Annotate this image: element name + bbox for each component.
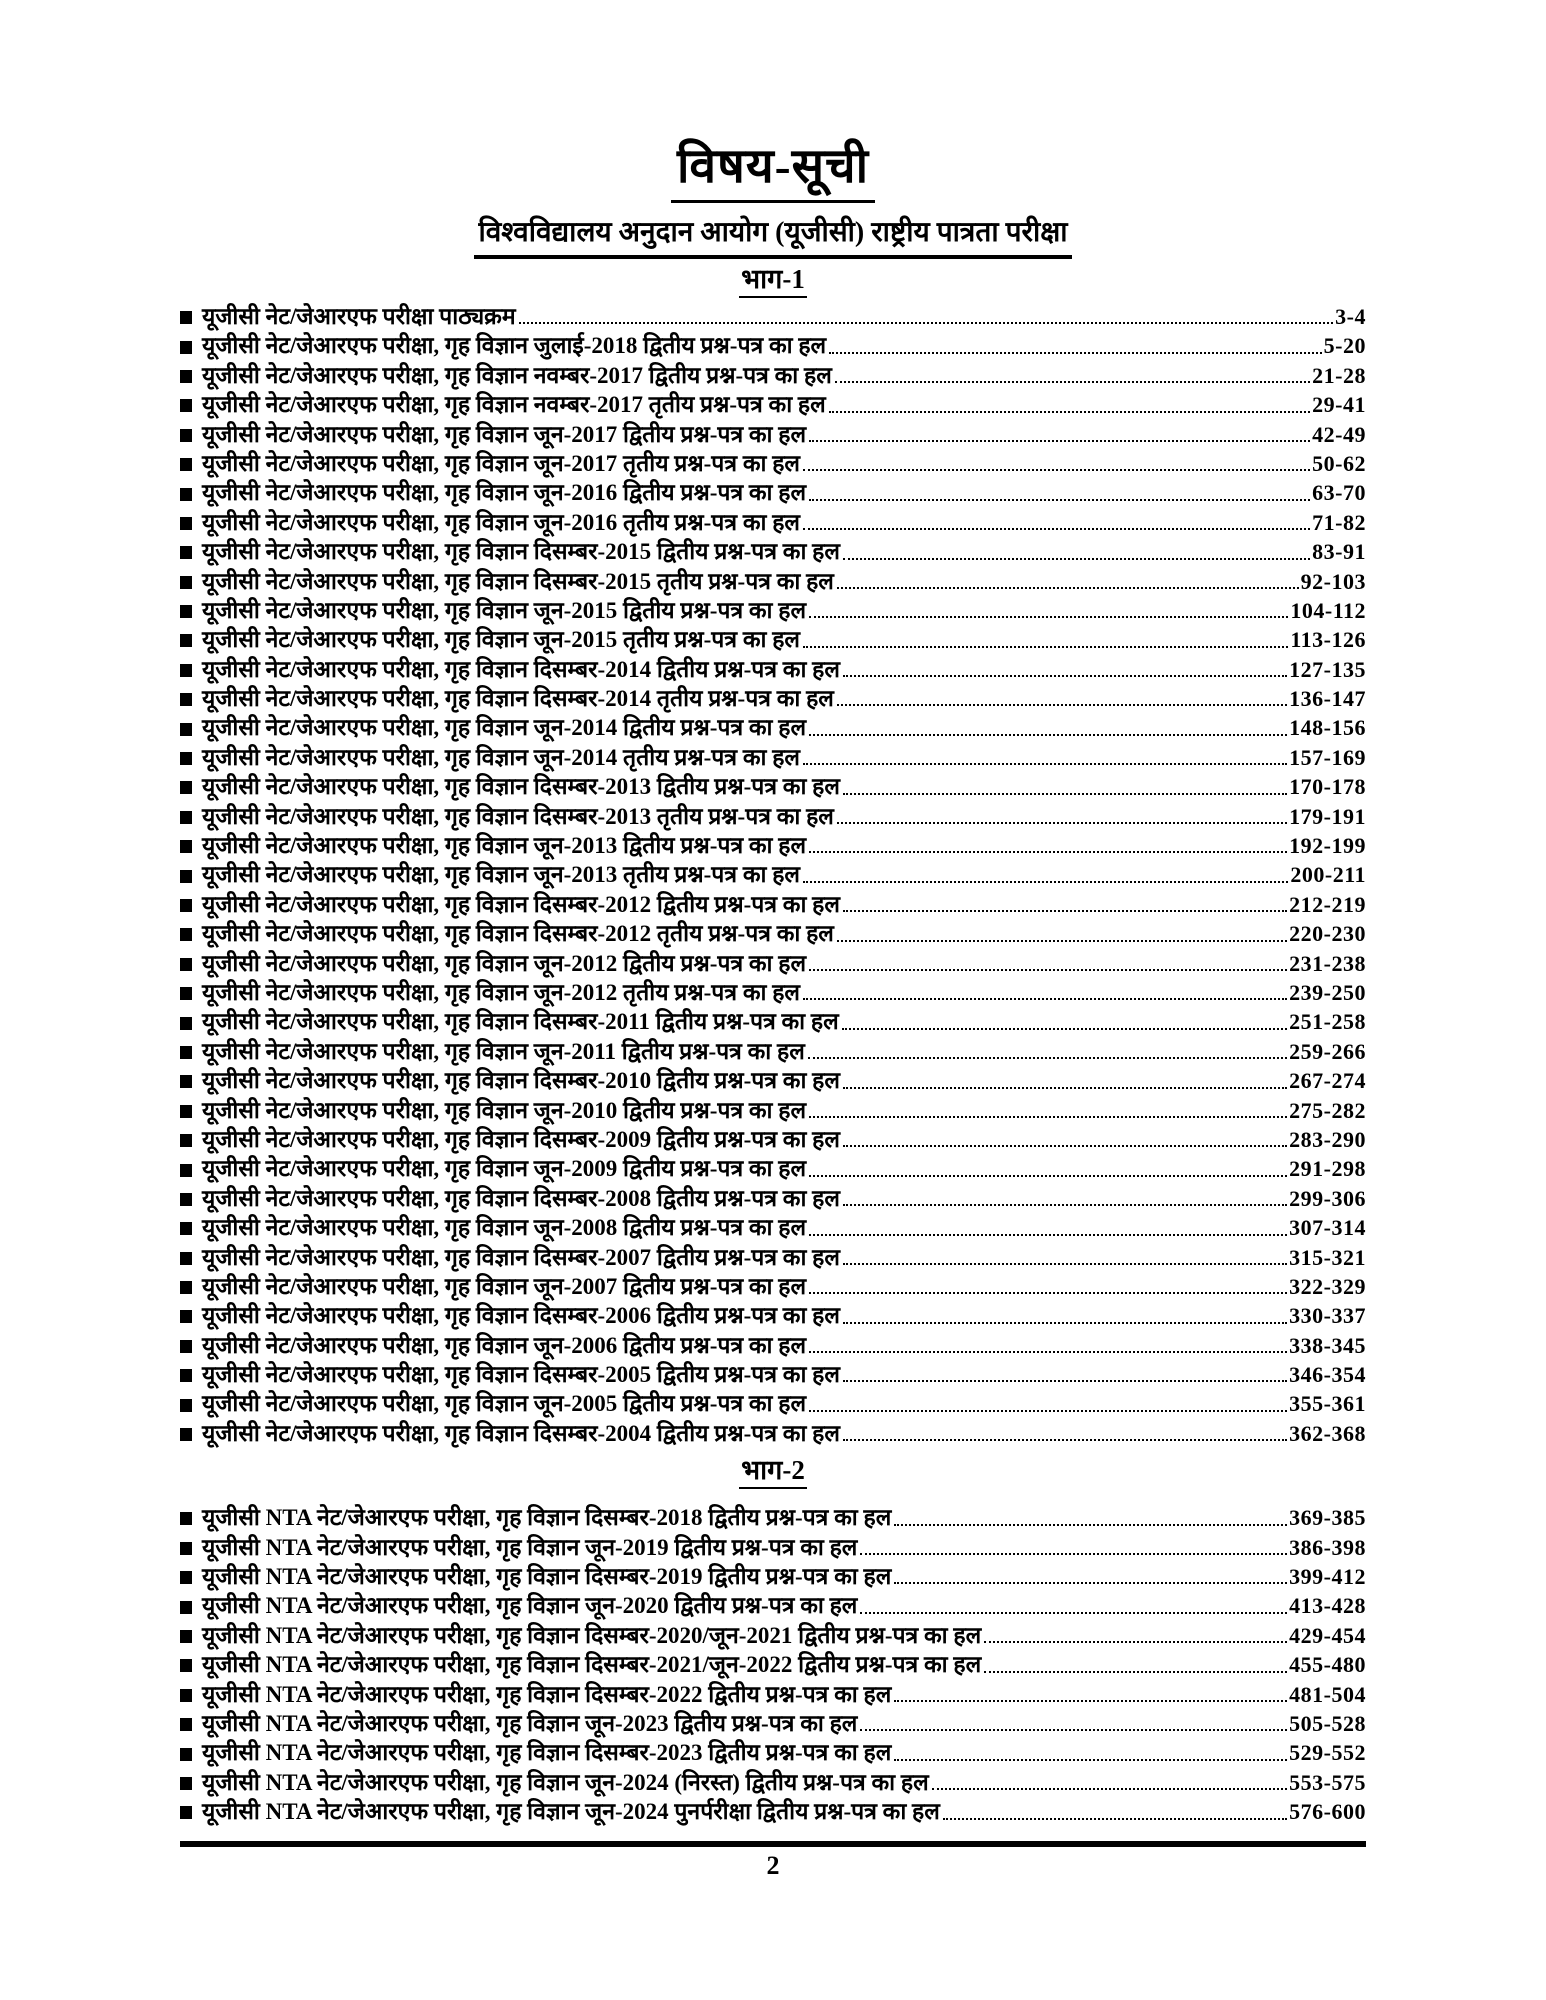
dot-leader [894,1582,1287,1584]
square-bullet-icon [180,488,192,501]
dot-leader [860,1729,1287,1731]
toc-entry-title: यूजीसी नेट/जेआरएफ परीक्षा, गृह विज्ञान दिसम्बर-2015 तृतीय प्रश्न-पत्र का हल [202,568,834,594]
dot-leader [860,1612,1287,1614]
square-bullet-icon [180,723,192,736]
toc-entry [180,772,1366,801]
toc-entry-pages: 3-4 [1335,304,1366,329]
square-bullet-icon [180,1252,192,1265]
toc-entry-title: यूजीसी नेट/जेआरएफ परीक्षा, गृह विज्ञान जून-2017 द्वितीय प्रश्न-पत्र का हल [202,421,807,447]
dot-leader [860,1553,1287,1555]
toc-entry [180,1562,1366,1591]
square-bullet-icon [180,870,192,883]
dot-leader [843,1263,1287,1265]
toc-entry-title: यूजीसी नेट/जेआरएफ परीक्षा, गृह विज्ञान दिसम्बर-2008 द्वितीय प्रश्न-पत्र का हल [202,1185,840,1211]
toc-entry-pages: 291-298 [1289,1156,1366,1182]
square-bullet-icon [180,605,192,618]
dot-leader [843,675,1287,677]
dot-leader [803,646,1288,648]
toc-entry-pages: 179-191 [1289,803,1366,829]
toc-entry-pages: 239-250 [1289,979,1366,1005]
toc-entry-title: यूजीसी नेट/जेआरएफ परीक्षा, गृह विज्ञान दिसम्बर-2014 द्वितीय प्रश्न-पत्र का हल [202,656,840,682]
square-bullet-icon [180,1512,192,1525]
toc-entry-title: यूजीसी NTA नेट/जेआरएफ परीक्षा, गृह विज्ञान जून-2019 द्वितीय प्रश्न-पत्र का हल [202,1534,858,1560]
dot-leader [943,1818,1287,1820]
dot-leader [843,558,1310,560]
toc-entry-title: यूजीसी नेट/जेआरएफ परीक्षा, गृह विज्ञान जून-2006 द्वितीय प्रश्न-पत्र का हल [202,1332,807,1358]
toc-entry-title: यूजीसी नेट/जेआरएफ परीक्षा, गृह विज्ञान दिसम्बर-2007 द्वितीय प्रश्न-पत्र का हल [202,1244,840,1270]
toc-entry-title: यूजीसी NTA नेट/जेआरएफ परीक्षा, गृह विज्ञान जून-2024 पुनर्परीक्षा द्वितीय प्रश्न-पत्र का हल [202,1799,940,1825]
section-heading: भाग-1 [739,265,807,298]
toc-entry-title: यूजीसी नेट/जेआरएफ परीक्षा, गृह विज्ञान दिसम्बर-2005 द्वितीय प्रश्न-पत्र का हल [202,1362,840,1388]
toc-entry-title: यूजीसी नेट/जेआरएफ परीक्षा, गृह विज्ञान जून-2011 द्वितीय प्रश्न-पत्र का हल [202,1038,805,1064]
toc-entry-pages: 5-20 [1323,333,1366,359]
toc-entry-pages: 275-282 [1289,1097,1366,1123]
dot-leader [984,1671,1287,1673]
toc-entry-pages: 355-361 [1289,1391,1366,1417]
square-bullet-icon [180,928,192,941]
square-bullet-icon [180,1164,192,1177]
square-bullet-icon [180,341,192,354]
square-bullet-icon [180,1369,192,1382]
dot-leader [843,1145,1287,1147]
toc-content [180,0,1366,1827]
toc-section [180,265,1366,1448]
square-bullet-icon [180,1105,192,1118]
toc-entry [180,537,1366,566]
toc-entry [180,1533,1366,1562]
toc-entry-title: यूजीसी NTA नेट/जेआरएफ परीक्षा, गृह विज्ञान दिसम्बर-2023 द्वितीय प्रश्न-पत्र का हल [202,1740,892,1766]
square-bullet-icon [180,429,192,442]
toc-entry-title: यूजीसी नेट/जेआरएफ परीक्षा, गृह विज्ञान नवम्बर-2017 तृतीय प्रश्न-पत्र का हल [202,392,826,418]
dot-leader [809,734,1287,736]
toc-entry [180,1621,1366,1650]
toc-entry [180,1213,1366,1242]
square-bullet-icon [180,1281,192,1294]
toc-entry [180,1096,1366,1125]
toc-entry-title: यूजीसी नेट/जेआरएफ परीक्षा, गृह विज्ञान जून-2016 तृतीय प्रश्न-पत्र का हल [202,509,800,535]
square-bullet-icon [180,1075,192,1088]
toc-entry-title: यूजीसी नेट/जेआरएफ परीक्षा पाठ्यक्रम [202,304,516,329]
dot-leader [843,793,1287,795]
toc-list [180,1503,1366,1826]
square-bullet-icon [180,1601,192,1614]
toc-entry-title: यूजीसी नेट/जेआरएफ परीक्षा, गृह विज्ञान दिसम्बर-2006 द्वितीय प्रश्न-पत्र का हल [202,1303,840,1329]
toc-entry-pages: 553-575 [1289,1769,1366,1795]
toc-entry [180,625,1366,654]
square-bullet-icon [180,1134,192,1147]
dot-leader [519,322,1334,324]
toc-entry [180,567,1366,596]
toc-entry [180,478,1366,507]
toc-entry [180,1125,1366,1154]
toc-entry-title: यूजीसी नेट/जेआरएफ परीक्षा, गृह विज्ञान जून-2017 तृतीय प्रश्न-पत्र का हल [202,450,800,476]
toc-entry-title: यूजीसी नेट/जेआरएफ परीक्षा, गृह विज्ञान जून-2012 द्वितीय प्रश्न-पत्र का हल [202,950,807,976]
toc-list [180,302,1366,1448]
toc-entry-title: यूजीसी नेट/जेआरएफ परीक्षा, गृह विज्ञान जून-2010 द्वितीय प्रश्न-पत्र का हल [202,1097,807,1123]
toc-entry-title: यूजीसी नेट/जेआरएफ परीक्षा, गृह विज्ञान दिसम्बर-2012 तृतीय प्रश्न-पत्र का हल [202,921,834,947]
square-bullet-icon [180,1630,192,1643]
toc-section [180,1456,1366,1826]
toc-entry-title: यूजीसी नेट/जेआरएफ परीक्षा, गृह विज्ञान दिसम्बर-2004 द्वितीय प्रश्न-पत्र का हल [202,1420,840,1446]
toc-entry-title: यूजीसी NTA नेट/जेआरएफ परीक्षा, गृह विज्ञान दिसम्बर-2022 द्वितीय प्रश्न-पत्र का हल [202,1681,892,1707]
toc-entry-title: यूजीसी नेट/जेआरएफ परीक्षा, गृह विज्ञान जून-2008 द्वितीय प्रश्न-पत्र का हल [202,1215,807,1241]
toc-entry-pages: 200-211 [1290,862,1366,888]
square-bullet-icon [180,781,192,794]
square-bullet-icon [180,1542,192,1555]
toc-entry-title: यूजीसी NTA नेट/जेआरएफ परीक्षा, गृह विज्ञान दिसम्बर-2021/जून-2022 द्वितीय प्रश्न-पत्र का हल [202,1652,982,1678]
toc-entry-pages: 283-290 [1289,1126,1366,1152]
toc-entry-title: यूजीसी नेट/जेआरएफ परीक्षा, गृह विज्ञान जून-2007 द्वितीय प्रश्न-पत्र का हल [202,1273,807,1299]
toc-entry-pages: 157-169 [1289,744,1366,770]
toc-entry-pages: 148-156 [1289,715,1366,741]
toc-entry-pages: 127-135 [1289,656,1366,682]
toc-entry [180,1738,1366,1767]
toc-entry [180,390,1366,419]
dot-leader [843,1439,1287,1441]
toc-entry-title: यूजीसी नेट/जेआरएफ परीक्षा, गृह विज्ञान जून-2016 द्वितीय प्रश्न-पत्र का हल [202,480,807,506]
toc-entry [180,1154,1366,1183]
toc-entry-pages: 231-238 [1289,950,1366,976]
dot-leader [803,469,1310,471]
square-bullet-icon [180,1193,192,1206]
dot-leader [803,763,1287,765]
toc-entry [180,1066,1366,1095]
dot-leader [809,1175,1287,1177]
toc-entry [180,949,1366,978]
square-bullet-icon [180,987,192,1000]
toc-entry-pages: 346-354 [1289,1362,1366,1388]
toc-entry-pages: 259-266 [1289,1038,1366,1064]
toc-entry-title: यूजीसी NTA नेट/जेआरएफ परीक्षा, गृह विज्ञान जून-2020 द्वितीय प्रश्न-पत्र का हल [202,1593,858,1619]
toc-entry-pages: 63-70 [1312,480,1366,506]
toc-entry-pages: 576-600 [1289,1799,1366,1825]
dot-leader [809,969,1287,971]
toc-entry [180,802,1366,831]
dot-leader [837,587,1299,589]
toc-entry-pages: 307-314 [1289,1215,1366,1241]
square-bullet-icon [180,634,192,647]
square-bullet-icon [180,1718,192,1731]
toc-entry-title: यूजीसी नेट/जेआरएफ परीक्षा, गृह विज्ञान जून-2015 द्वितीय प्रश्न-पत्र का हल [202,597,807,623]
square-bullet-icon [180,1428,192,1441]
toc-entry-title: यूजीसी नेट/जेआरएफ परीक्षा, गृह विज्ञान जून-2013 तृतीय प्रश्न-पत्र का हल [202,862,800,888]
toc-entry [180,1184,1366,1213]
toc-entry [180,1243,1366,1272]
dot-leader [894,1524,1287,1526]
dot-leader [894,1759,1287,1761]
toc-entry-pages: 113-126 [1290,627,1366,653]
toc-entry-title: यूजीसी NTA नेट/जेआरएफ परीक्षा, गृह विज्ञान दिसम्बर-2020/जून-2021 द्वितीय प्रश्न-पत्र का हल [202,1622,982,1648]
dot-leader [843,1087,1287,1089]
toc-entry [180,1389,1366,1418]
toc-entry-title: यूजीसी नेट/जेआरएफ परीक्षा, गृह विज्ञान नवम्बर-2017 द्वितीय प्रश्न-पत्र का हल [202,362,832,388]
square-bullet-icon [180,840,192,853]
square-bullet-icon [180,1310,192,1323]
toc-entry-title: यूजीसी नेट/जेआरएफ परीक्षा, गृह विज्ञान जून-2012 तृतीय प्रश्न-पत्र का हल [202,979,800,1005]
square-bullet-icon [180,1689,192,1702]
footer-rule [180,1841,1366,1847]
dot-leader [837,704,1287,706]
toc-entry-title: यूजीसी नेट/जेआरएफ परीक्षा, गृह विज्ञान जून-2009 द्वितीय प्रश्न-पत्र का हल [202,1156,807,1182]
toc-entry [180,1797,1366,1826]
toc-entry-pages: 29-41 [1312,392,1366,418]
toc-entry-pages: 529-552 [1289,1740,1366,1766]
dot-leader [894,1700,1287,1702]
toc-entry-title: यूजीसी नेट/जेआरएफ परीक्षा, गृह विज्ञान दिसम्बर-2011 द्वितीय प्रश्न-पत्र का हल [202,1009,839,1035]
toc-entry [180,361,1366,390]
dot-leader [809,1234,1287,1236]
toc-entry [180,1331,1366,1360]
toc-entry [180,743,1366,772]
toc-entry [180,508,1366,537]
toc-entry [180,302,1366,331]
square-bullet-icon [180,458,192,471]
toc-entry [180,860,1366,889]
toc-entry [180,684,1366,713]
square-bullet-icon [180,1571,192,1584]
dot-leader [803,528,1310,530]
square-bullet-icon [180,1748,192,1761]
square-bullet-icon [180,546,192,559]
dot-leader [809,616,1288,618]
toc-entry-title: यूजीसी नेट/जेआरएफ परीक्षा, गृह विज्ञान दिसम्बर-2015 द्वितीय प्रश्न-पत्र का हल [202,539,840,565]
toc-entry-title: यूजीसी नेट/जेआरएफ परीक्षा, गृह विज्ञान जून-2015 तृतीय प्रश्न-पत्र का हल [202,627,800,653]
toc-entry [180,596,1366,625]
square-bullet-icon [180,664,192,677]
toc-entry [180,1768,1366,1797]
toc-entry-title: यूजीसी नेट/जेआरएफ परीक्षा, गृह विज्ञान जून-2005 द्वितीय प्रश्न-पत्र का हल [202,1391,807,1417]
toc-sections [180,265,1366,1827]
toc-entry-pages: 315-321 [1289,1244,1366,1270]
toc-entry-pages: 92-103 [1300,568,1366,594]
toc-entry [180,1650,1366,1679]
toc-entry-pages: 455-480 [1289,1652,1366,1678]
square-bullet-icon [180,399,192,412]
toc-entry-title: यूजीसी नेट/जेआरएफ परीक्षा, गृह विज्ञान दिसम्बर-2010 द्वितीय प्रश्न-पत्र का हल [202,1068,840,1094]
toc-entry-title: यूजीसी नेट/जेआरएफ परीक्षा, गृह विज्ञान जून-2013 द्वितीय प्रश्न-पत्र का हल [202,833,807,859]
toc-entry-title: यूजीसी नेट/जेआरएफ परीक्षा, गृह विज्ञान दिसम्बर-2013 द्वितीय प्रश्न-पत्र का हल [202,774,840,800]
toc-entry [180,655,1366,684]
dot-leader [809,1116,1287,1118]
toc-entry-title: यूजीसी नेट/जेआरएफ परीक्षा, गृह विज्ञान दिसम्बर-2012 द्वितीय प्रश्न-पत्र का हल [202,891,840,917]
toc-entry [180,1007,1366,1036]
dot-leader [803,881,1288,883]
toc-entry-title: यूजीसी नेट/जेआरएफ परीक्षा, गृह विज्ञान दिसम्बर-2014 तृतीय प्रश्न-पत्र का हल [202,686,834,712]
toc-entry-pages: 104-112 [1290,597,1366,623]
toc-entry-pages: 83-91 [1312,539,1366,565]
dot-leader [843,910,1287,912]
square-bullet-icon [180,311,192,324]
toc-entry-pages: 338-345 [1289,1332,1366,1358]
toc-entry [180,331,1366,360]
toc-entry-pages: 481-504 [1289,1681,1366,1707]
toc-entry [180,1272,1366,1301]
toc-entry [180,1591,1366,1620]
square-bullet-icon [180,811,192,824]
dot-leader [843,1204,1287,1206]
toc-entry [180,919,1366,948]
page-number: 2 [766,1851,780,1880]
dot-leader [984,1641,1287,1643]
toc-entry-pages: 21-28 [1312,362,1366,388]
dot-leader [837,940,1287,942]
dot-leader [932,1788,1288,1790]
toc-entry-title: यूजीसी NTA नेट/जेआरएफ परीक्षा, गृह विज्ञान दिसम्बर-2019 द्वितीय प्रश्न-पत्र का हल [202,1564,892,1590]
toc-entry-title: यूजीसी NTA नेट/जेआरएफ परीक्षा, गृह विज्ञान जून-2023 द्वितीय प्रश्न-पत्र का हल [202,1710,858,1736]
square-bullet-icon [180,693,192,706]
dot-leader [809,499,1310,501]
toc-entry-pages: 136-147 [1289,686,1366,712]
square-bullet-icon [180,370,192,383]
toc-entry-pages: 267-274 [1289,1068,1366,1094]
toc-entry-title: यूजीसी नेट/जेआरएफ परीक्षा, गृह विज्ञान दिसम्बर-2009 द्वितीय प्रश्न-पत्र का हल [202,1126,840,1152]
dot-leader [835,381,1310,383]
toc-entry-pages: 399-412 [1289,1564,1366,1590]
toc-entry-pages: 330-337 [1289,1303,1366,1329]
toc-entry [180,831,1366,860]
dot-leader [803,998,1287,1000]
toc-entry-pages: 369-385 [1289,1505,1366,1531]
toc-entry-title: यूजीसी नेट/जेआरएफ परीक्षा, गृह विज्ञान दिसम्बर-2013 तृतीय प्रश्न-पत्र का हल [202,803,834,829]
toc-entry [180,1680,1366,1709]
toc-entry-pages: 429-454 [1289,1622,1366,1648]
square-bullet-icon [180,1222,192,1235]
dot-leader [837,822,1287,824]
dot-leader [809,1410,1287,1412]
page-subtitle: विश्वविद्यालय अनुदान आयोग (यूजीसी) राष्ट्रीय पात्रता परीक्षा [474,217,1071,259]
page-title: विषय-सूची [671,142,875,203]
toc-entry [180,449,1366,478]
dot-leader [809,1292,1287,1294]
square-bullet-icon [180,958,192,971]
toc-entry [180,1301,1366,1330]
toc-entry-pages: 386-398 [1289,1534,1366,1560]
square-bullet-icon [180,576,192,589]
toc-entry [180,713,1366,742]
toc-entry-title: यूजीसी नेट/जेआरएफ परीक्षा, गृह विज्ञान जुलाई-2018 द्वितीय प्रश्न-पत्र का हल [202,333,827,359]
toc-entry [180,1419,1366,1448]
toc-entry-pages: 71-82 [1312,509,1366,535]
square-bullet-icon [180,899,192,912]
toc-entry [180,1709,1366,1738]
dot-leader [809,851,1287,853]
dot-leader [829,411,1310,413]
square-bullet-icon [180,1017,192,1030]
square-bullet-icon [180,1806,192,1819]
dot-leader [809,440,1310,442]
dot-leader [843,1322,1287,1324]
toc-entry [180,1360,1366,1389]
square-bullet-icon [180,752,192,765]
dot-leader [842,1028,1287,1030]
toc-entry [180,890,1366,919]
toc-entry [180,1503,1366,1532]
dot-leader [808,1057,1287,1059]
toc-entry-pages: 212-219 [1289,891,1366,917]
toc-entry-pages: 192-199 [1289,833,1366,859]
toc-entry-pages: 251-258 [1289,1009,1366,1035]
toc-entry-pages: 505-528 [1289,1710,1366,1736]
square-bullet-icon [180,517,192,530]
square-bullet-icon [180,1340,192,1353]
dot-leader [843,1380,1287,1382]
dot-leader [809,1351,1287,1353]
square-bullet-icon [180,1046,192,1059]
toc-entry [180,978,1366,1007]
section-heading: भाग-2 [739,1456,807,1489]
toc-entry-pages: 170-178 [1289,774,1366,800]
toc-entry-title: यूजीसी नेट/जेआरएफ परीक्षा, गृह विज्ञान जून-2014 द्वितीय प्रश्न-पत्र का हल [202,715,807,741]
toc-entry-pages: 362-368 [1289,1420,1366,1446]
toc-entry-title: यूजीसी नेट/जेआरएफ परीक्षा, गृह विज्ञान जून-2014 तृतीय प्रश्न-पत्र का हल [202,744,800,770]
dot-leader [829,352,1322,354]
toc-entry [180,1037,1366,1066]
toc-entry [180,420,1366,449]
toc-entry-pages: 220-230 [1289,921,1366,947]
toc-entry-pages: 413-428 [1289,1593,1366,1619]
toc-entry-title: यूजीसी NTA नेट/जेआरएफ परीक्षा, गृह विज्ञान जून-2024 (निरस्त) द्वितीय प्रश्न-पत्र का हल [202,1769,929,1795]
toc-entry-pages: 42-49 [1312,421,1366,447]
toc-entry-pages: 322-329 [1289,1273,1366,1299]
square-bullet-icon [180,1399,192,1412]
toc-entry-title: यूजीसी NTA नेट/जेआरएफ परीक्षा, गृह विज्ञान दिसम्बर-2018 द्वितीय प्रश्न-पत्र का हल [202,1505,892,1531]
toc-entry-pages: 299-306 [1289,1185,1366,1211]
square-bullet-icon [180,1659,192,1672]
toc-entry-pages: 50-62 [1312,450,1366,476]
square-bullet-icon [180,1777,192,1790]
